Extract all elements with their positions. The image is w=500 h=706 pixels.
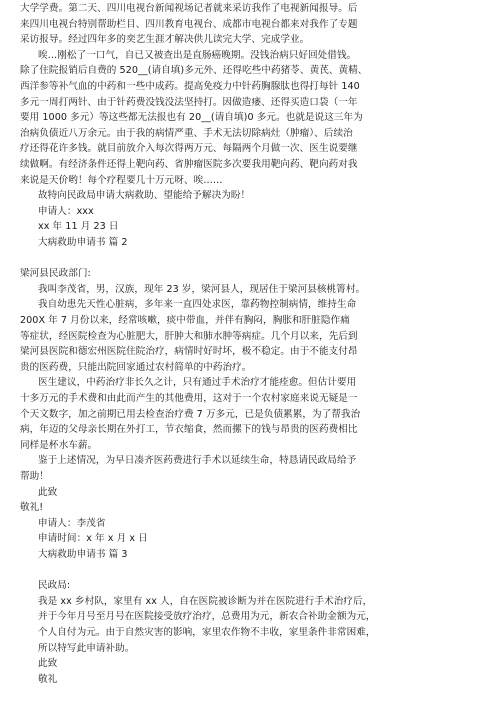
body-line: 除了住院报销后自费的 520__(请自填)多元外、还得吃些中药猪苓、黄芪、黄精、 [20,65,368,76]
body-line: 我叫李茂省，男，汉族，现年 23 岁，梁河县人，现居住于梁河县核桃箐村。 [38,284,366,295]
body-line: 多元一周打两针、由于针药费没钱没法坚持打。因做造瘘、还得买造口袋（一年 [20,97,358,108]
body-line: 大学学费。第二天、四川电视台新闻视场记者就来采访我作了电视新闻报导。后 [20,3,358,14]
body-line: 鉴于上述情况，为早日凑齐医药费进行手术以延续生命，特恳请民政局给予 [38,455,357,466]
application-date: xx 年 11 月 23 日 [38,221,119,232]
body-line: 西洋参等补气血的中药和一些中成药。提高免疫力中针药胸腺肽也得打每针 140 [20,81,360,92]
body-line: 同样是杯水车薪。 [20,440,98,451]
body-line: 续做啊。有经济条件还得上靶向药、省肿瘤医院多次要我用靶向药、靶向药对我 [20,159,358,170]
recipient-line: 梁河县民政部门: [20,268,91,279]
section-title: 大病救助申请书 篇 3 [38,549,128,560]
body-line: 梁河县医院和德宏州医院住院治疗，病情时好时坏，极不稳定。由于不能支付昂 [20,346,358,357]
applicant-name: 申请人：李茂省 [38,518,106,529]
body-line: 来四川电视台特别帮助栏目、四川教育电视台、成都市电视台都来对我作了专题 [20,19,358,30]
body-line: 并于今年月号至月号在医院接受放疗治疗，总费用为元，新农合补助金额为元， [38,611,376,622]
body-line: 病，年迈的父母亲长期在外打工，节衣缩食，然而摞下的钱与昂贵的医药费相比 [20,424,358,435]
body-line: 我是 xx 乡村队，家里有 xx 人，自在医院被诊断为并在医院进行手术治疗后， [38,596,373,607]
body-line: 治病负债近八万余元。由于我的病情严重、手术无法切除病灶（肿瘤）、后续治 [20,128,353,139]
body-line: 我自幼患先天性心脏病，多年来一直四处求医，靠药物控制病情，维持生命 [38,299,357,310]
applicant-name: 申请人：xxx [38,206,94,217]
salutation-line: 敬礼! [20,502,44,513]
body-line: 医生建议，中药治疗非长久之计，只有通过手术治疗才能痊愈。但估计要用 [38,377,357,388]
body-line: 来说是天价哟！每个疗程要几十万元呀、唉…… [20,175,223,186]
body-line: 个天文数字，加之前期已用去检查治疗费 7 万多元，已是负债累累，为了帮我治 [20,409,361,420]
body-line: 个人自付为元。由于自然灾害的影响，家里农作物不丰收，家里条件非常困难， [38,627,376,638]
recipient-line: 民政局: [38,580,71,591]
section-title: 大病救助申请书 篇 2 [38,237,128,248]
body-line: 所以特写此申请补助。 [38,643,135,654]
body-line: 200X 年 7 月份以来，经常咳嗽，痰中带血，并伴有胸闷，胸胀和肝脏隐作痛 [20,315,350,326]
body-line: 等症状，经医院检查为心脏肥大，肝肿大和肺水肿等病症。几个月以来，先后到 [20,331,358,342]
closing-line: 此致 [38,487,58,498]
body-line: 十多万元的手术费和由此而产生的其他费用，这对于一个农村家庭来说无疑是一 [20,393,358,404]
closing-line: 此致 [38,658,58,669]
body-line: 帮助！ [20,471,49,482]
body-line: 采访报导。经过四年多的奕艺生涯才解决供儿读完大学、完成学业。 [20,34,310,45]
body-line: 故特向民政局申请大病救助、望能给予解决为盼！ [38,190,251,201]
body-line: 唉…刚松了一口气，自已又被查出是直肠癌晚期。没钱治病只好回处借钱。 [38,50,357,61]
salutation-line: 敬礼 [38,674,58,685]
body-line: 疗还得花许多钱。就目前放介入每次得两万元、每隔两个月做一次、医生说要继 [20,143,358,154]
application-date: 申请时间：x 年 x 月 x 日 [38,533,148,544]
body-line: 贵的医药费，只能出院回家通过农村简单的中药治疗。 [20,362,252,373]
body-line: 要用 1000 多元）等这些都无法报也有 20__(请自填)0 多元。也就是说这三年为 [20,112,363,123]
